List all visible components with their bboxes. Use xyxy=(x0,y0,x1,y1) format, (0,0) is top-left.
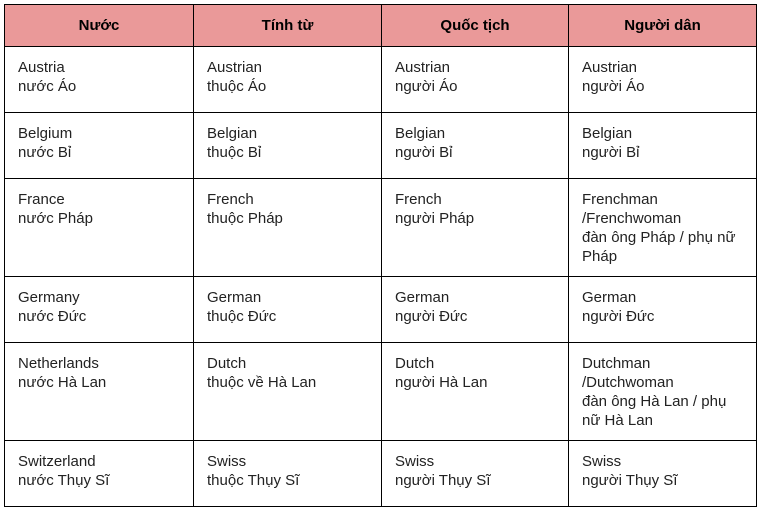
table-row xyxy=(5,179,757,277)
table-row xyxy=(5,47,757,113)
cell-text-vi: nước Đức xyxy=(18,308,87,325)
cell-text-en: German xyxy=(582,289,637,306)
cell-text-vi: người Đức xyxy=(395,308,468,325)
cell-text-vi: thuộc Pháp xyxy=(207,210,283,227)
cell-text-vi: nước Thụy Sĩ xyxy=(18,472,110,489)
cell-text-vi: thuộc Áo xyxy=(207,78,267,95)
cell-text-en: Belgian xyxy=(395,125,446,142)
cell-adjective xyxy=(194,179,382,277)
cell-text-vi: nước Áo xyxy=(18,78,77,95)
cell-text-en: Austrian xyxy=(395,59,451,76)
table-row xyxy=(5,343,757,441)
table-row xyxy=(5,113,757,179)
cell-people xyxy=(569,179,757,277)
cell-text-en: Dutch xyxy=(395,355,435,372)
header-adjective: Tính từ xyxy=(194,5,382,47)
cell-text-en: German xyxy=(395,289,450,306)
cell-text-vi: người Áo xyxy=(582,78,645,95)
cell-text-en: Swiss xyxy=(395,453,435,470)
cell-text-en: Switzerland xyxy=(18,453,96,470)
cell-text-vi: thuộc Bỉ xyxy=(207,144,262,161)
cell-text-vi: người Bỉ xyxy=(582,144,640,161)
cell-people xyxy=(569,277,757,343)
cell-text-vi: người Áo xyxy=(395,78,458,95)
cell-nationality xyxy=(382,441,569,507)
cell-text-en: France xyxy=(18,191,65,208)
cell-text-vi: thuộc về Hà Lan xyxy=(207,374,317,391)
cell-people xyxy=(569,441,757,507)
cell-nationality xyxy=(382,47,569,113)
cell-nationality xyxy=(382,343,569,441)
cell-text-vi: đàn ông Hà Lan / phụ nữ Hà Lan xyxy=(582,393,727,429)
cell-text-en: French xyxy=(395,191,442,208)
cell-text-en: Austria xyxy=(18,59,65,76)
header-nationality: Quốc tịch xyxy=(382,5,569,47)
cell-text-vi: nước Hà Lan xyxy=(18,374,107,391)
cell-people xyxy=(569,343,757,441)
cell-adjective xyxy=(194,277,382,343)
cell-text-en-alt: /Frenchwoman xyxy=(582,210,682,227)
cell-adjective xyxy=(194,113,382,179)
table-header-row xyxy=(5,5,757,47)
cell-people xyxy=(569,113,757,179)
cell-country xyxy=(5,277,194,343)
cell-text-vi: người Bỉ xyxy=(395,144,453,161)
cell-text-en: Belgium xyxy=(18,125,73,142)
cell-adjective xyxy=(194,441,382,507)
cell-text-vi: thuộc Thụy Sĩ xyxy=(207,472,300,489)
table-row xyxy=(5,277,757,343)
cell-text-vi: đàn ông Pháp / phụ nữ Pháp xyxy=(582,229,736,265)
cell-text-en: Germany xyxy=(18,289,80,306)
cell-nationality xyxy=(382,113,569,179)
cell-country xyxy=(5,113,194,179)
cell-nationality xyxy=(382,179,569,277)
nationality-table xyxy=(4,4,757,507)
cell-country xyxy=(5,441,194,507)
cell-text-vi: người Thụy Sĩ xyxy=(582,472,678,489)
cell-text-vi: người Thụy Sĩ xyxy=(395,472,491,489)
cell-text-en: Swiss xyxy=(582,453,622,470)
cell-text-vi: người Pháp xyxy=(395,210,475,227)
cell-adjective xyxy=(194,343,382,441)
cell-text-vi: thuộc Đức xyxy=(207,308,277,325)
header-people: Người dân xyxy=(569,5,757,47)
cell-country xyxy=(5,47,194,113)
table-row xyxy=(5,441,757,507)
cell-text-vi: người Đức xyxy=(582,308,655,325)
cell-nationality xyxy=(382,277,569,343)
cell-text-en: Dutch xyxy=(207,355,247,372)
header-country: Nước xyxy=(5,5,194,47)
cell-text-vi: người Hà Lan xyxy=(395,374,488,391)
cell-text-en: Belgian xyxy=(207,125,258,142)
cell-text-en: Austrian xyxy=(582,59,638,76)
cell-text-en: Dutchman xyxy=(582,355,651,372)
cell-country xyxy=(5,343,194,441)
cell-adjective xyxy=(194,47,382,113)
cell-text-en: Swiss xyxy=(207,453,247,470)
cell-text-vi: nước Pháp xyxy=(18,210,93,227)
cell-text-en: German xyxy=(207,289,262,306)
cell-text-en-alt: /Dutchwoman xyxy=(582,374,674,391)
cell-text-vi: nước Bỉ xyxy=(18,144,72,161)
cell-text-en: French xyxy=(207,191,254,208)
cell-text-en: Netherlands xyxy=(18,355,99,372)
cell-country xyxy=(5,179,194,277)
cell-text-en: Belgian xyxy=(582,125,633,142)
cell-text-en: Austrian xyxy=(207,59,263,76)
cell-people xyxy=(569,47,757,113)
cell-text-en: Frenchman xyxy=(582,191,658,208)
